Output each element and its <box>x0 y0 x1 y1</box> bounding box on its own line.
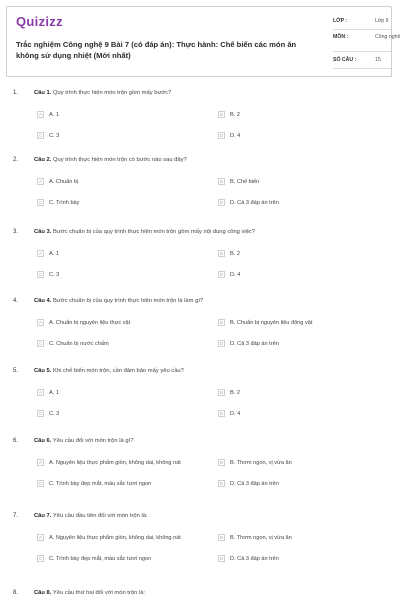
question-label: Câu 5. <box>34 368 52 374</box>
question-label: Câu 3. <box>34 229 52 235</box>
option-letter-box[interactable]: D <box>219 272 224 277</box>
question-number: 8. <box>13 590 19 596</box>
answer-option[interactable] <box>218 320 380 327</box>
document-title: Trắc nghiệm Công nghệ 9 Bài 7 (có đáp án): Thực hành: Chế biến các món ăn không sử dụng nhiệt (Mới nhất) <box>16 40 297 60</box>
question-text <box>34 157 374 163</box>
quizizz-logo: Quizizz <box>16 14 63 29</box>
count-label: SỐ CÂU : <box>333 57 357 63</box>
option-text: D. 4 <box>230 272 241 278</box>
option-letter-box[interactable]: D <box>219 341 224 346</box>
question-body: Quy trình thực hiện món trộn gồm mấy bước? <box>53 90 172 96</box>
class-value: Lớp 9 <box>375 18 389 24</box>
answer-option[interactable] <box>218 390 380 397</box>
question-body: Bước chuẩn bị của quy trình thực hiện món trộn gồm mấy nội dung công việc? <box>53 229 256 235</box>
answer-option[interactable] <box>37 320 199 327</box>
answer-option[interactable] <box>37 272 199 279</box>
question-number: 4. <box>13 298 19 304</box>
question-text <box>34 229 374 235</box>
option-text: B. Chế biến <box>230 179 260 185</box>
option-text: A. 1 <box>49 112 59 118</box>
class-label: LỚP : <box>333 18 348 24</box>
option-letter-box[interactable]: B <box>219 179 223 184</box>
option-letter-box[interactable]: B <box>219 390 223 395</box>
option-letter-box[interactable]: C <box>38 341 43 346</box>
question-text <box>34 298 374 304</box>
question-number: 2. <box>13 157 19 163</box>
question-label: Câu 7. <box>34 513 52 519</box>
divider <box>333 68 391 69</box>
option-text: A. 1 <box>49 251 59 257</box>
option-text: D. 4 <box>230 133 241 139</box>
question-body: Bước chuẩn bị của quy trình thực hiện món trộn là làm gì? <box>53 298 204 304</box>
answer-option[interactable] <box>37 251 199 258</box>
option-text: A. Chuẩn bị <box>49 179 79 185</box>
option-letter-box[interactable]: B <box>219 320 223 325</box>
option-text: D. 4 <box>230 411 241 417</box>
question-number: 1. <box>13 90 19 96</box>
option-text: C. Trình bày đẹp mắt, màu sắc tươi ngon <box>49 556 152 562</box>
option-text: A. 1 <box>49 390 59 396</box>
subject-label: MÔN : <box>333 34 349 40</box>
option-text: B. 2 <box>230 390 240 396</box>
answer-option[interactable] <box>37 179 199 186</box>
answer-option[interactable] <box>218 411 380 418</box>
question-label: Câu 8. <box>34 590 52 596</box>
question-text <box>34 590 374 596</box>
answer-option[interactable] <box>37 460 199 467</box>
option-letter-box[interactable]: A <box>38 460 42 465</box>
answer-option[interactable] <box>218 200 380 207</box>
answer-option[interactable] <box>37 535 199 542</box>
answer-option[interactable] <box>37 390 199 397</box>
option-letter-box[interactable]: C <box>38 556 43 561</box>
option-text: A. Nguyên liệu thực phẩm giòn, không dai, không nát <box>49 535 181 541</box>
option-text: B. 2 <box>230 251 240 257</box>
answer-option[interactable] <box>37 112 199 119</box>
question-number: 3. <box>13 229 19 235</box>
option-text: B. Thơm ngon, vị vừa ăn <box>230 460 292 466</box>
answer-option[interactable] <box>218 535 380 542</box>
question-body: Yêu cầu đầu tiên đối với món trộn là: <box>52 513 148 519</box>
subject-value: Công nghệ <box>375 34 400 40</box>
question-number: 5. <box>13 368 19 374</box>
option-text: D. Cả 3 đáp án trên <box>230 200 279 206</box>
question-text <box>34 438 374 444</box>
answer-option[interactable] <box>37 200 199 207</box>
question-label: Câu 4. <box>34 298 52 304</box>
option-text: C. Trình bày đẹp mắt, màu sắc tươi ngon <box>49 481 152 487</box>
option-letter-box[interactable]: C <box>38 411 43 416</box>
answer-option[interactable] <box>218 556 380 563</box>
answer-option[interactable] <box>218 341 380 348</box>
option-text: B. Thơm ngon, vị vừa ăn <box>230 535 292 541</box>
option-letter-box[interactable]: A <box>38 251 42 256</box>
answer-option[interactable] <box>218 133 380 140</box>
question-body: Yêu cầu thứ hai đối với món trộn là: <box>52 590 146 596</box>
option-text: C. Chuẩn bị nước chấm <box>49 341 109 347</box>
option-letter-box[interactable]: D <box>219 133 224 138</box>
option-text: B. 2 <box>230 112 240 118</box>
answer-option[interactable] <box>218 179 380 186</box>
option-text: B. Chuẩn bị nguyên liệu động vật <box>230 320 313 326</box>
option-letter-box[interactable]: A <box>38 320 42 325</box>
question-body: Quy trình thực hiện món trộn có bước nào sau đây? <box>53 157 187 163</box>
option-letter-box[interactable]: D <box>219 556 224 561</box>
answer-option[interactable] <box>218 272 380 279</box>
option-letter-box[interactable]: D <box>219 481 224 486</box>
option-text: D. Cả 3 đáp án trên <box>230 341 279 347</box>
meta-class <box>333 18 389 24</box>
question-text <box>34 90 374 96</box>
meta-count <box>333 57 381 63</box>
option-letter-box[interactable]: C <box>38 133 43 138</box>
option-letter-box[interactable]: C <box>38 481 43 486</box>
answer-option[interactable] <box>218 251 380 258</box>
document-header <box>6 6 400 77</box>
option-letter-box[interactable]: B <box>219 460 223 465</box>
question-number: 7. <box>13 513 19 519</box>
question-text <box>34 513 374 519</box>
option-text: A. Nguyên liệu thực phẩm giòn, không dai, không nát <box>49 460 181 466</box>
meta-subject <box>333 34 400 40</box>
question-label: Câu 1. <box>34 90 52 96</box>
question-body: Khi chế biến món trộn, cần đảm bảo mấy yêu cầu? <box>53 368 184 374</box>
divider <box>333 29 391 30</box>
question-body: Yêu cầu đối với món trộn là gì? <box>52 438 134 444</box>
option-text: A. Chuẩn bị nguyên liệu thực vật <box>49 320 131 326</box>
answer-option[interactable] <box>37 341 199 348</box>
count-value: 15 <box>375 57 381 63</box>
option-letter-box[interactable]: B <box>219 251 223 256</box>
option-letter-box[interactable]: B <box>219 112 223 117</box>
answer-option[interactable] <box>37 556 199 563</box>
option-letter-box[interactable]: A <box>38 179 42 184</box>
answer-option[interactable] <box>218 112 380 119</box>
question-number: 6. <box>13 438 19 444</box>
option-letter-box[interactable]: D <box>219 200 224 205</box>
question-text <box>34 368 374 374</box>
option-letter-box[interactable]: C <box>38 200 43 205</box>
option-text: C. 3 <box>49 133 60 139</box>
option-text: C. 3 <box>49 411 60 417</box>
option-text: D. Cả 3 đáp án trên <box>230 556 279 562</box>
option-letter-box[interactable]: C <box>38 272 43 277</box>
answer-option[interactable] <box>218 481 380 488</box>
answer-option[interactable] <box>37 481 199 488</box>
answer-option[interactable] <box>218 460 380 467</box>
question-label: Câu 2. <box>34 157 52 163</box>
option-letter-box[interactable]: D <box>219 411 224 416</box>
option-letter-box[interactable]: A <box>38 390 42 395</box>
option-text: D. Cả 3 đáp án trên <box>230 481 279 487</box>
option-text: C. 3 <box>49 272 60 278</box>
option-letter-box[interactable]: A <box>38 112 42 117</box>
option-letter-box[interactable]: B <box>219 535 223 540</box>
option-text: C. Trình bày <box>49 200 80 206</box>
divider <box>333 51 391 52</box>
question-label: Câu 6. <box>34 438 52 444</box>
answer-option[interactable] <box>37 411 199 418</box>
answer-option[interactable] <box>37 133 199 140</box>
option-letter-box[interactable]: A <box>38 535 42 540</box>
